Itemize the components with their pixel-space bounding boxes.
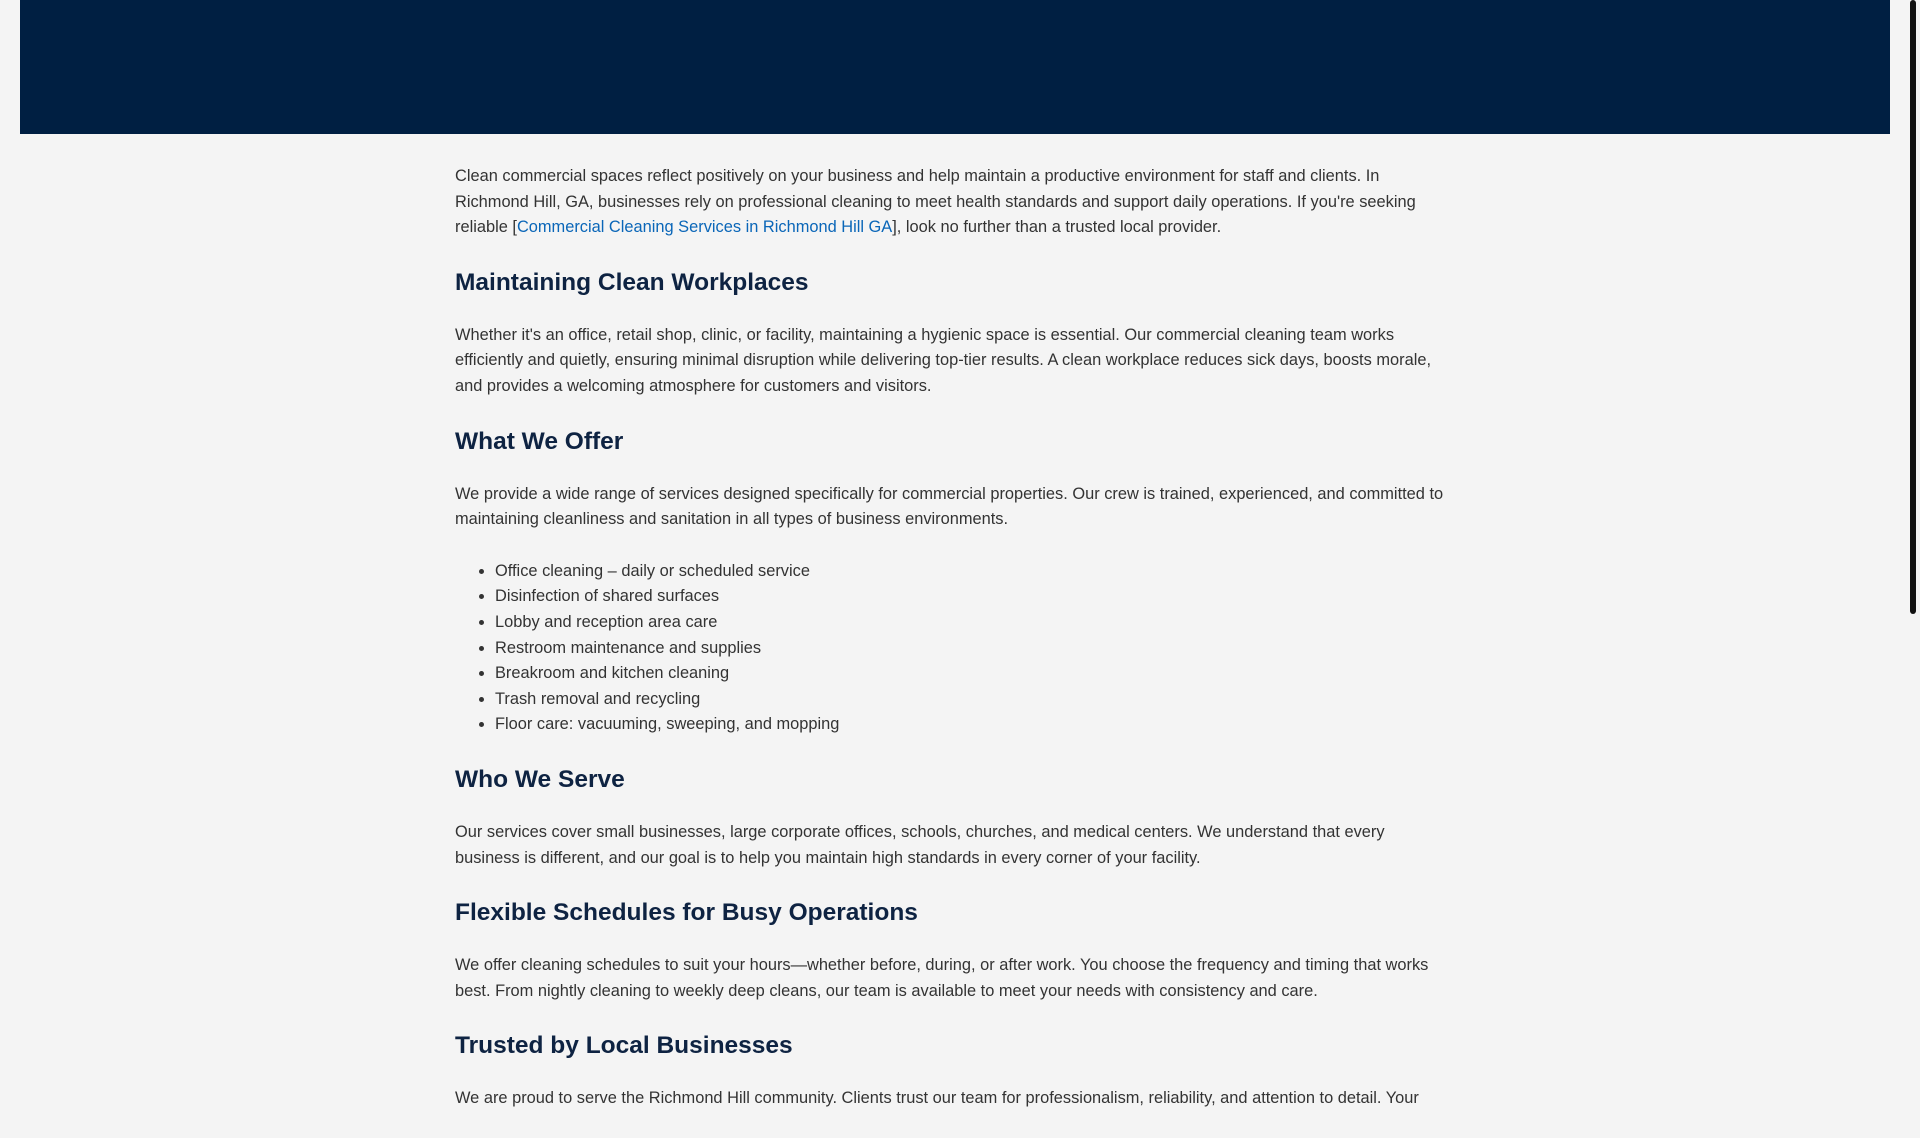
heading-who-we-serve: Who We Serve xyxy=(455,765,625,793)
list-item: • Trash removal and recycling xyxy=(495,687,1453,713)
vertical-scrollbar[interactable] xyxy=(1900,0,1920,1080)
heading-what-we-offer: What We Offer xyxy=(455,427,624,455)
list-item: • Office cleaning – daily or scheduled service xyxy=(495,559,1453,585)
article-content xyxy=(455,164,1453,1138)
list-item: • Breakroom and kitchen cleaning xyxy=(495,661,1453,687)
list-item: • Lobby and reception area care xyxy=(495,610,1453,636)
list-item: • Floor care: vacuuming, sweeping, and mopping xyxy=(495,712,1453,738)
intro-text-after-link: ], look no further than a trusted local provider. xyxy=(892,218,1222,237)
commercial-cleaning-link[interactable]: Commercial Cleaning Services in Richmond Hill GA xyxy=(516,218,893,237)
heading-flexible-schedules: Flexible Schedules for Busy Operations xyxy=(455,899,918,927)
intro-paragraph xyxy=(455,164,1453,241)
paragraph-trusted-by-local-businesses: We are proud to serve the Richmond Hill community. Clients trust our team for professionalism, reliability, and attention to detail. Your xyxy=(455,1089,1419,1108)
scrollbar-thumb[interactable] xyxy=(1910,0,1916,614)
list-item: • Disinfection of shared surfaces xyxy=(495,584,1453,610)
services-list xyxy=(455,559,1453,738)
paragraph-who-we-serve: Our services cover small businesses, large corporate offices, schools, churches, and medical centers. We understand that every business is different, and our goal is to help you maintain high standards in every corner of your facility. xyxy=(455,822,1385,867)
paragraph-what-we-offer: We provide a wide range of services designed specifically for commercial properties. Our crew is trained, experienced, and committed to maintaining cleanliness and sanitation in all types of business environments. xyxy=(455,484,1444,529)
heading-trusted-by-local-businesses: Trusted by Local Businesses xyxy=(455,1032,793,1060)
paragraph-maintaining-clean-workplaces: Whether it's an office, retail shop, clinic, or facility, maintaining a hygienic space is essential. Our commercial cleaning team works efficiently and quietly, ensuring minimal disruption while delivering top-tier results. A clean workplace reduces sick days, boosts morale, and provides a welcoming atmosphere for customers and visitors. xyxy=(455,325,1432,395)
list-item: • Restroom maintenance and supplies xyxy=(495,636,1453,662)
header-banner xyxy=(20,0,1890,134)
paragraph-flexible-schedules: We offer cleaning schedules to suit your hours—whether before, during, or after work. You choose the frequency and timing that works best. From nightly cleaning to weekly deep cleans, our team is available to meet your needs with consistency and care. xyxy=(455,956,1429,1000)
heading-maintaining-clean-workplaces: Maintaining Clean Workplaces xyxy=(455,268,809,296)
intro-text-before-link: Clean commercial spaces reflect positively on your business and help maintain a productive environment for staff and clients. In Richmond Hill, GA, businesses rely on professional cleaning to meet health standards and support daily operations. If you're seeking reliable [ xyxy=(455,167,1416,237)
